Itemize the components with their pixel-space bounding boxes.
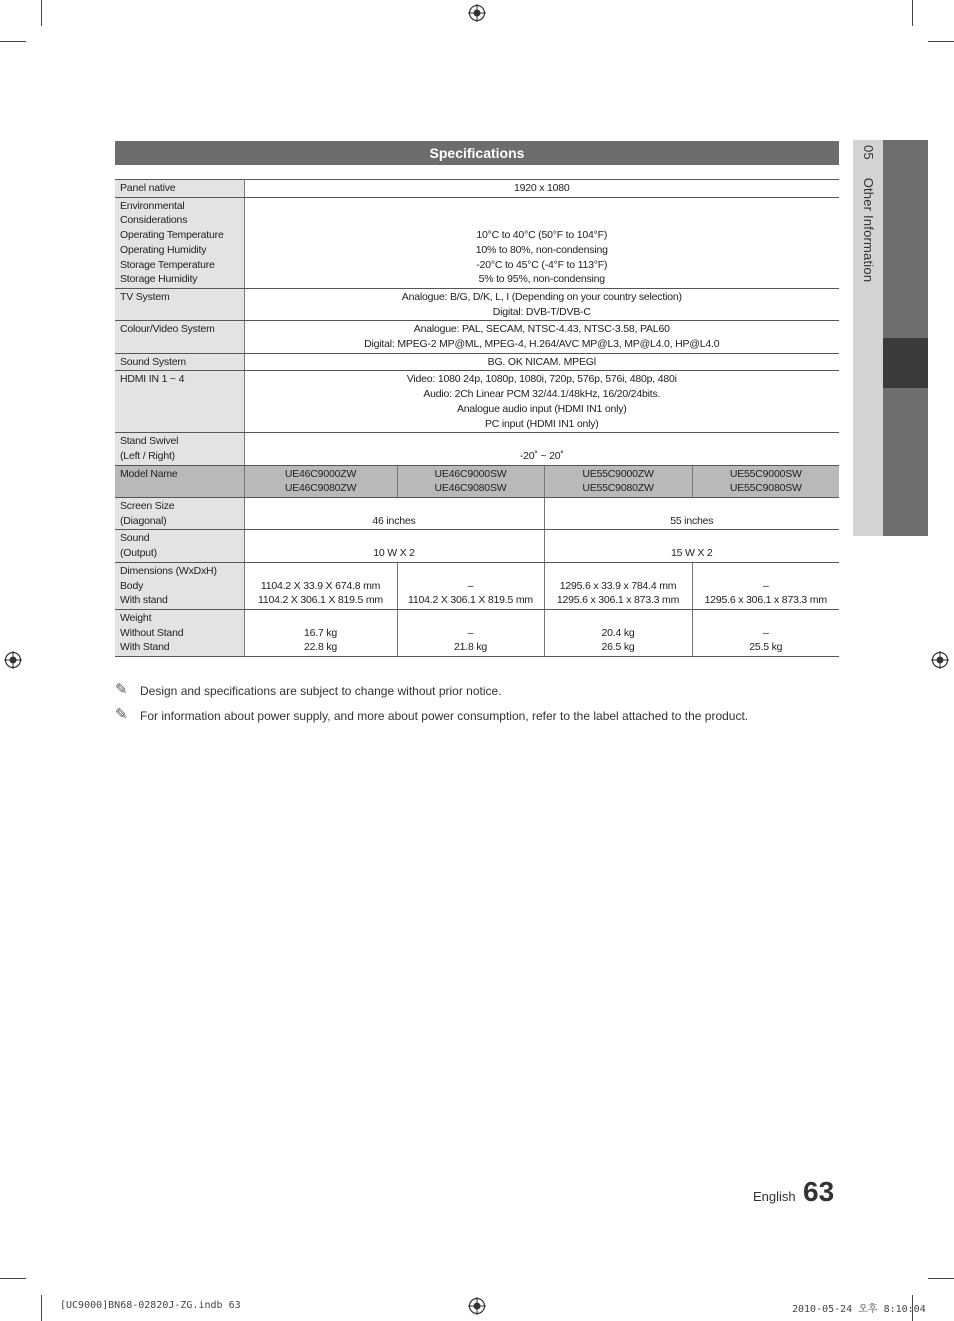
cell-line: 16.7 kg [303,626,338,639]
cell-line: – [762,626,769,639]
spec-value [244,321,839,353]
spec-value [244,371,839,433]
cell-line: BG. OK NICAM. MPEGl [487,355,596,368]
crop-mark [928,41,954,42]
cell-line: -20°C to 45°C (-4°F to 113°F) [476,258,608,271]
spec-value [544,530,839,562]
registration-mark-icon [468,4,486,22]
registration-mark-icon [931,651,949,669]
table-row [115,180,839,198]
cell-line: 5% to 95%, non-condensing [478,273,605,286]
cell-line: 1295.6 x 306.1 x 873.3 mm [556,594,680,607]
cell-line: UE46C9000ZW [284,467,357,480]
cell-line: 10% to 80%, non-condensing [475,243,608,256]
crop-mark [41,1295,42,1321]
cell-line: 10°C to 40°C (50°F to 104°F) [476,229,608,242]
crop-mark [41,0,42,26]
crop-mark [928,1278,954,1279]
cell-line: With stand [120,594,168,607]
cell-line: (Left / Right) [120,449,175,462]
cell-line: 22.8 kg [303,641,338,654]
spec-label [115,321,244,353]
specifications-table [115,179,839,657]
spec-value [397,562,544,609]
cell-line: UE55C9000SW [729,467,802,480]
spec-label [115,371,244,433]
cell-line: UE46C9000SW [434,467,507,480]
cell-line: 25.5 kg [749,641,783,654]
cell-line: Analogue audio input (HDMI IN1 only) [456,402,627,415]
model-name [397,465,544,497]
model-name [692,465,839,497]
cell-line: 20.4 kg [601,626,635,639]
spec-value [397,609,544,656]
cell-line: Body [120,579,144,592]
spec-value [692,562,839,609]
table-row [115,433,839,465]
spec-label [115,180,244,198]
print-file-info: [UC9000]BN68-02820J-ZG.indb 63 [60,1300,241,1311]
footer-language: English [753,1189,796,1204]
pencil-icon: ✎ [115,706,128,723]
cell-line: 26.5 kg [601,641,635,654]
spec-value [244,530,544,562]
side-tab-active-marker [883,338,928,388]
spec-value [544,498,839,530]
cell-line: Stand Swivel [120,435,179,448]
spec-label [115,288,244,320]
notes [115,682,845,732]
table-row [115,530,839,562]
registration-mark-icon [4,651,22,669]
cell-line: Weight [120,611,152,624]
note-item [115,682,845,707]
table-row [115,609,839,656]
cell-line: UE55C9080ZW [582,482,654,495]
spec-value [692,609,839,656]
cell-line: (Diagonal) [120,514,167,527]
spec-label [115,465,244,497]
cell-line: (Output) [120,547,157,560]
spec-label [115,498,244,530]
cell-line: Analogue: PAL, SECAM, NTSC-4.43, NTSC-3.58, PAL60 [413,323,670,336]
cell-line: Environmental [120,199,185,212]
cell-line: HDMI IN 1 ~ 4 [120,373,185,386]
cell-line: Colour/Video System [120,323,215,336]
cell-line: 10 W X 2 [373,547,415,560]
cell-line: – [467,579,474,592]
cell-line: Storage Humidity [120,273,198,286]
table-row [115,562,839,609]
cell-line: 15 W X 2 [670,547,713,560]
cell-line: 1920 x 1080 [513,182,570,194]
spec-value [244,197,839,288]
cell-line: -20˚ ~ 20˚ [519,449,564,462]
table-row [115,288,839,320]
model-name [244,465,397,497]
cell-line: UE46C9080ZW [284,482,357,495]
table-row [115,197,839,288]
spec-value [244,433,839,465]
chapter-number: 05 [861,145,876,160]
chapter-title: Other Information [861,177,876,283]
table-row [115,371,839,433]
note-text: For information about power supply, and more about power consumption, refer to the label attached to the product. [140,709,749,723]
cell-line: Storage Temperature [120,258,215,271]
spec-value [244,353,839,371]
spec-value [244,562,397,609]
cell-line: Without Stand [120,626,184,639]
cell-line: – [762,579,769,592]
print-timestamp: 2010-05-24 오후 8:10:04 [792,1304,926,1315]
cell-line: With Stand [120,641,170,654]
crop-mark [0,41,26,42]
cell-line: Dimensions (WxDxH) [120,564,217,577]
cell-line: Panel native [120,182,176,194]
cell-line: 1295.6 x 306.1 x 873.3 mm [704,594,827,607]
spec-value [544,562,692,609]
cell-line: Video: 1080 24p, 1080p, 1080i, 720p, 576p, 576i, 480p, 480i [406,373,677,386]
cell-line: TV System [120,290,170,303]
cell-line: 55 inches [670,514,714,527]
cell-line: Digital: MPEG-2 MP@ML, MPEG-4, H.264/AVC MP@L3, MP@L4.0, HP@L4.0 [364,338,720,351]
spec-value [544,609,692,656]
crop-mark [912,0,913,26]
cell-line: Operating Humidity [120,243,207,256]
note-text: Design and specifications are subject to change without prior notice. [140,684,502,698]
page-number: 63 [803,1176,835,1207]
registration-mark-icon [468,1297,486,1315]
cell-line: PC input (HDMI IN1 only) [484,417,599,430]
cell-line: Model Name [120,467,178,480]
cell-line: Digital: DVB-T/DVB-C [492,305,591,318]
model-name [544,465,692,497]
cell-line: Analogue: B/G, D/K, L, I (Depending on your country selection) [401,290,682,303]
spec-label [115,433,244,465]
spec-label [115,530,244,562]
model-row [115,465,839,497]
cell-line: 46 inches [372,514,416,527]
cell-line: 1104.2 X 33.9 X 674.8 mm [260,579,381,592]
note-item [115,707,845,732]
spec-label [115,562,244,609]
cell-line: Sound [120,532,150,545]
cell-line: 1104.2 X 306.1 X 819.5 mm [408,594,533,607]
cell-line: Screen Size [120,500,175,513]
spec-value [244,609,397,656]
cell-line: Sound System [120,355,186,368]
spec-value [244,288,839,320]
cell-line: UE55C9000ZW [582,467,654,480]
cell-line: – [467,626,474,639]
cell-line: Operating Temperature [120,229,224,242]
spec-label [115,197,244,288]
spec-label [115,353,244,371]
crop-mark [0,1278,26,1279]
cell-line: 1295.6 x 33.9 x 784.4 mm [559,579,677,592]
spec-label [115,609,244,656]
chapter-label [861,145,876,282]
pencil-icon: ✎ [115,681,128,698]
cell-line: 1104.2 X 306.1 X 819.5 mm [258,594,383,607]
cell-line: Audio: 2Ch Linear PCM 32/44.1/48kHz, 16/20/24bits. [423,388,661,401]
table-row [115,321,839,353]
table-row [115,498,839,530]
cell-line: Considerations [120,214,188,227]
table-row [115,353,839,371]
page-title: Specifications [115,141,839,165]
cell-line: UE55C9080SW [729,482,802,495]
spec-value [244,180,839,198]
spec-value [244,498,544,530]
cell-line: 21.8 kg [453,641,488,654]
cell-line: UE46C9080SW [434,482,507,495]
